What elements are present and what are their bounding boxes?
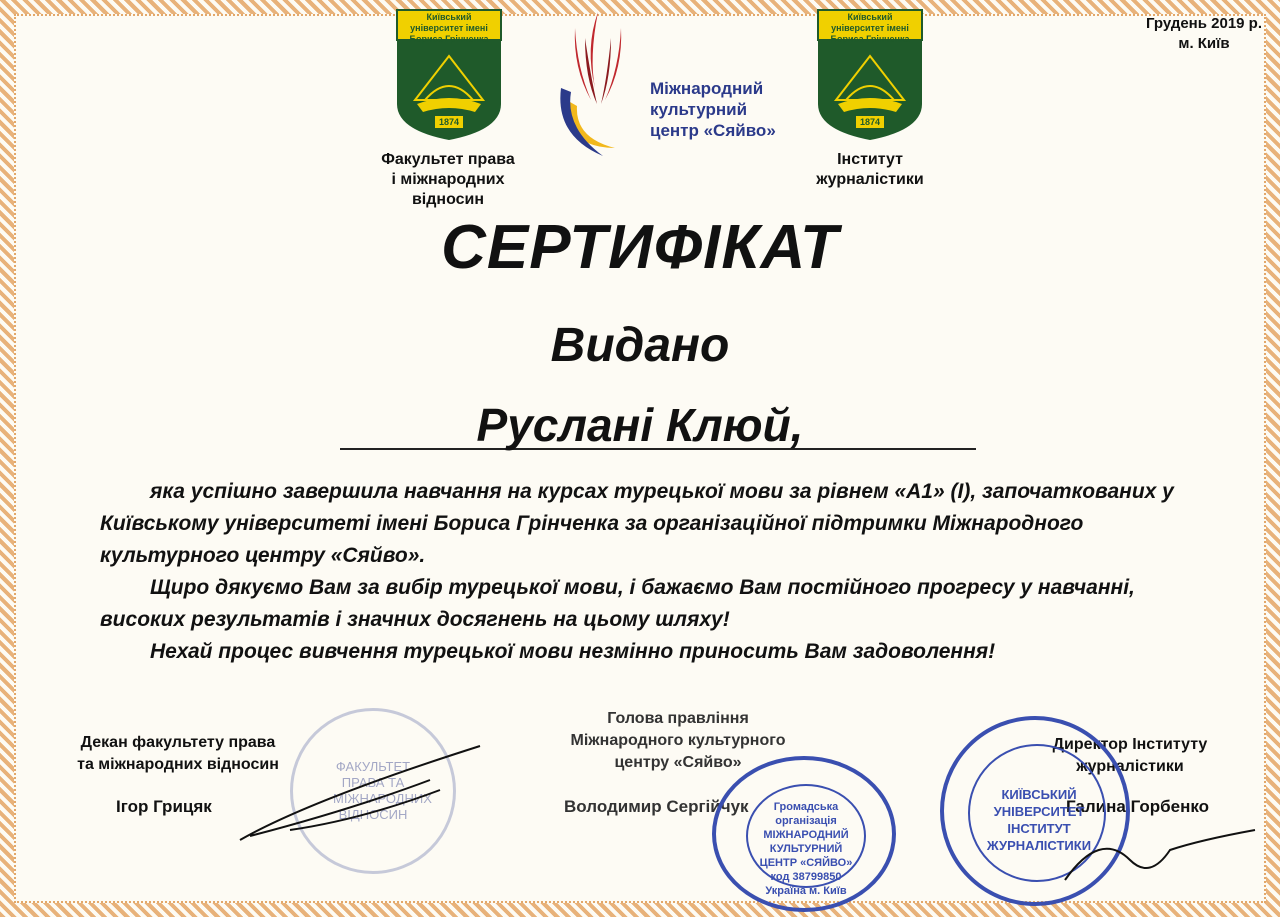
recipient-name: Руслані Клюй, bbox=[476, 399, 804, 451]
issued-to-label: Видано bbox=[550, 319, 730, 372]
center-org-logo bbox=[555, 8, 641, 163]
left-caption-line: відносин bbox=[411, 191, 485, 208]
center-org-line: культурний bbox=[650, 100, 748, 119]
left-emblem-year: 1874 bbox=[438, 117, 460, 127]
issue-city: м. Київ bbox=[1178, 35, 1230, 52]
left-caption-line: і міжнародних bbox=[391, 171, 505, 188]
left-emblem-top-text: Київський університет імені Бориса Грінченка bbox=[409, 12, 489, 44]
right-signatory-title-line: журналістики bbox=[1076, 758, 1184, 775]
right-signatory-name: Галина Горбенко bbox=[1066, 797, 1210, 816]
left-stamp-text: ФАКУЛЬТЕТ ПРАВА ТА МІЖНАРОДНИХ ВІДНОСИН bbox=[333, 759, 432, 822]
left-caption-line: Факультет права bbox=[381, 151, 515, 168]
certificate-body bbox=[100, 476, 1200, 668]
center-stamp bbox=[712, 756, 896, 912]
center-stamp-text: Громадська організація МІЖНАРОДНИЙ КУЛЬТУРНИЙ ЦЕНТР «СЯЙВО» код 38799850 Україна м. Київ bbox=[759, 801, 853, 897]
right-signatory-title-line: Директор Інституту bbox=[1052, 736, 1208, 753]
issue-date-block bbox=[1146, 14, 1262, 54]
left-signatory-title-line: Декан факультету права bbox=[80, 734, 276, 751]
center-org-name bbox=[650, 78, 776, 141]
right-signature-scribble bbox=[1060, 820, 1260, 900]
flame-logo-icon bbox=[555, 8, 641, 158]
body-paragraph: яка успішно завершила навчання на курсах турецької мови за рівнем «А1» (І), започаткованих у Київському університеті імені Бориса Грінченка за організаційної підтримки Міжнародного культурного центру «Сяйво». bbox=[100, 480, 1174, 567]
center-signatory-name: Володимир Сергійчук bbox=[564, 797, 749, 816]
certificate-title: СЕРТИФІКАТ bbox=[441, 213, 839, 282]
left-signatory-title-line: та міжнародних відносин bbox=[77, 756, 279, 773]
right-stamp-text: КИЇВСЬКИЙ УНІВЕРСИТЕТ ІНСТИТУТ ЖУРНАЛІСТИКИ bbox=[986, 787, 1092, 853]
body-paragraph: Щиро дякуємо Вам за вибір турецької мови, і бажаємо Вам постійного прогресу у навчанні, високих результатів і значних досягнень на цьому шляху! bbox=[100, 576, 1135, 631]
center-org-line: Міжнародний bbox=[650, 79, 764, 98]
body-paragraph: Нехай процес вивчення турецької мови незмінно приносить Вам задоволення! bbox=[150, 640, 996, 663]
right-caption-line: Інститут bbox=[837, 151, 903, 168]
left-university-logo bbox=[395, 8, 503, 147]
issue-date: Грудень 2019 р. bbox=[1145, 15, 1262, 32]
center-org-line: центр «Сяйво» bbox=[650, 121, 776, 140]
center-signatory-title-line: центру «Сяйво» bbox=[614, 754, 742, 771]
right-institution-caption bbox=[790, 150, 950, 190]
right-caption-line: журналістики bbox=[816, 171, 924, 188]
right-emblem-year: 1874 bbox=[859, 117, 881, 127]
right-emblem-top-text: Київський університет імені Бориса Грінченка bbox=[830, 12, 910, 44]
left-institution-caption bbox=[358, 150, 538, 210]
left-signatory-name: Ігор Грицяк bbox=[116, 797, 212, 816]
right-university-logo bbox=[816, 8, 924, 147]
center-signatory-title-line: Міжнародного культурного bbox=[570, 732, 786, 749]
left-signature-scribble bbox=[230, 740, 490, 850]
center-signatory-title-line: Голова правління bbox=[607, 710, 749, 727]
